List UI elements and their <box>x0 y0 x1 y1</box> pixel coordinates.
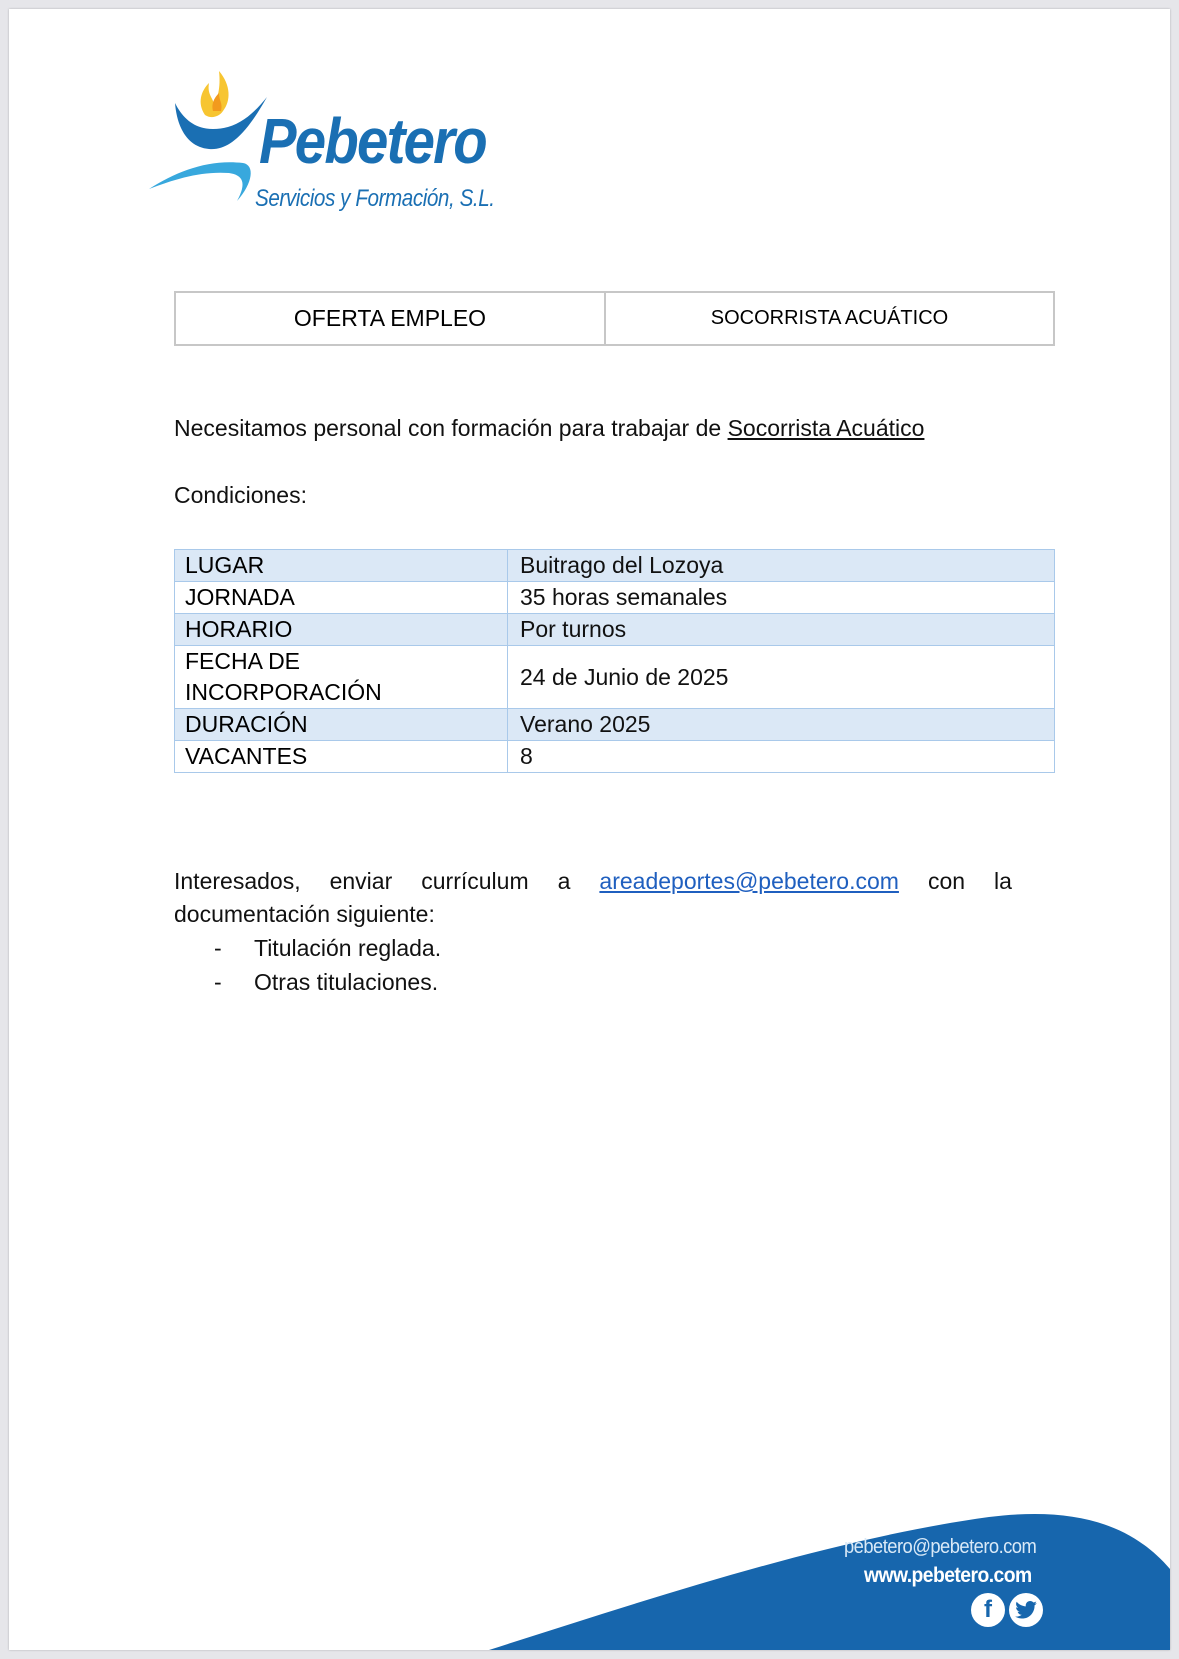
twitter-icon[interactable] <box>1009 1593 1043 1627</box>
contact-word: la <box>994 868 1012 894</box>
position-name: Socorrista Acuático <box>727 415 925 441</box>
condition-value: Por turnos <box>508 614 1055 646</box>
list-dash: - <box>214 935 222 961</box>
offer-type-cell: OFERTA EMPLEO <box>176 293 606 344</box>
condition-value: Verano 2025 <box>508 709 1055 741</box>
logo-name: Pebetero <box>259 105 486 177</box>
condition-value: 35 horas semanales <box>508 582 1055 614</box>
intro-text: Necesitamos personal con formación para trabajar de <box>174 415 728 441</box>
contact-word: enviar <box>329 868 393 894</box>
condition-key: HORARIO <box>175 614 508 646</box>
logo-subtitle: Servicios y Formación, S.L. <box>255 185 495 212</box>
condition-key: LUGAR <box>175 550 508 582</box>
footer-wave <box>9 9 1170 1650</box>
contact-word: Interesados, <box>174 868 301 894</box>
condition-value: 24 de Junio de 2025 <box>508 646 1055 709</box>
condition-key: DURACIÓN <box>175 709 508 741</box>
condition-value: Buitrago del Lozoya <box>508 550 1055 582</box>
conditions-heading: Condiciones: <box>174 482 307 508</box>
contact-word: currículum <box>421 868 529 894</box>
contact-line: documentación siguiente: <box>174 901 435 927</box>
twitter-bird-icon <box>1015 1601 1037 1619</box>
condition-value: 8 <box>508 741 1055 773</box>
condition-key: FECHA DE INCORPORACIÓN <box>175 646 508 709</box>
position-title-cell: SOCORRISTA ACUÁTICO <box>710 307 949 329</box>
condition-key: JORNADA <box>175 582 508 614</box>
list-dash: - <box>214 969 222 995</box>
footer-email: pebetero@pebetero.com <box>844 1536 1037 1558</box>
document-page <box>9 9 1170 1650</box>
facebook-icon[interactable]: f <box>971 1593 1005 1627</box>
list-item-text: Otras titulaciones. <box>254 969 439 995</box>
condition-key: VACANTES <box>175 741 508 773</box>
email-link[interactable]: areadeportes@pebetero.com <box>599 868 899 894</box>
footer-website: www.pebetero.com <box>864 1564 1032 1587</box>
list-item-text: Titulación reglada. <box>254 935 442 961</box>
contact-word: a <box>557 868 571 894</box>
contact-word: con <box>927 868 966 894</box>
